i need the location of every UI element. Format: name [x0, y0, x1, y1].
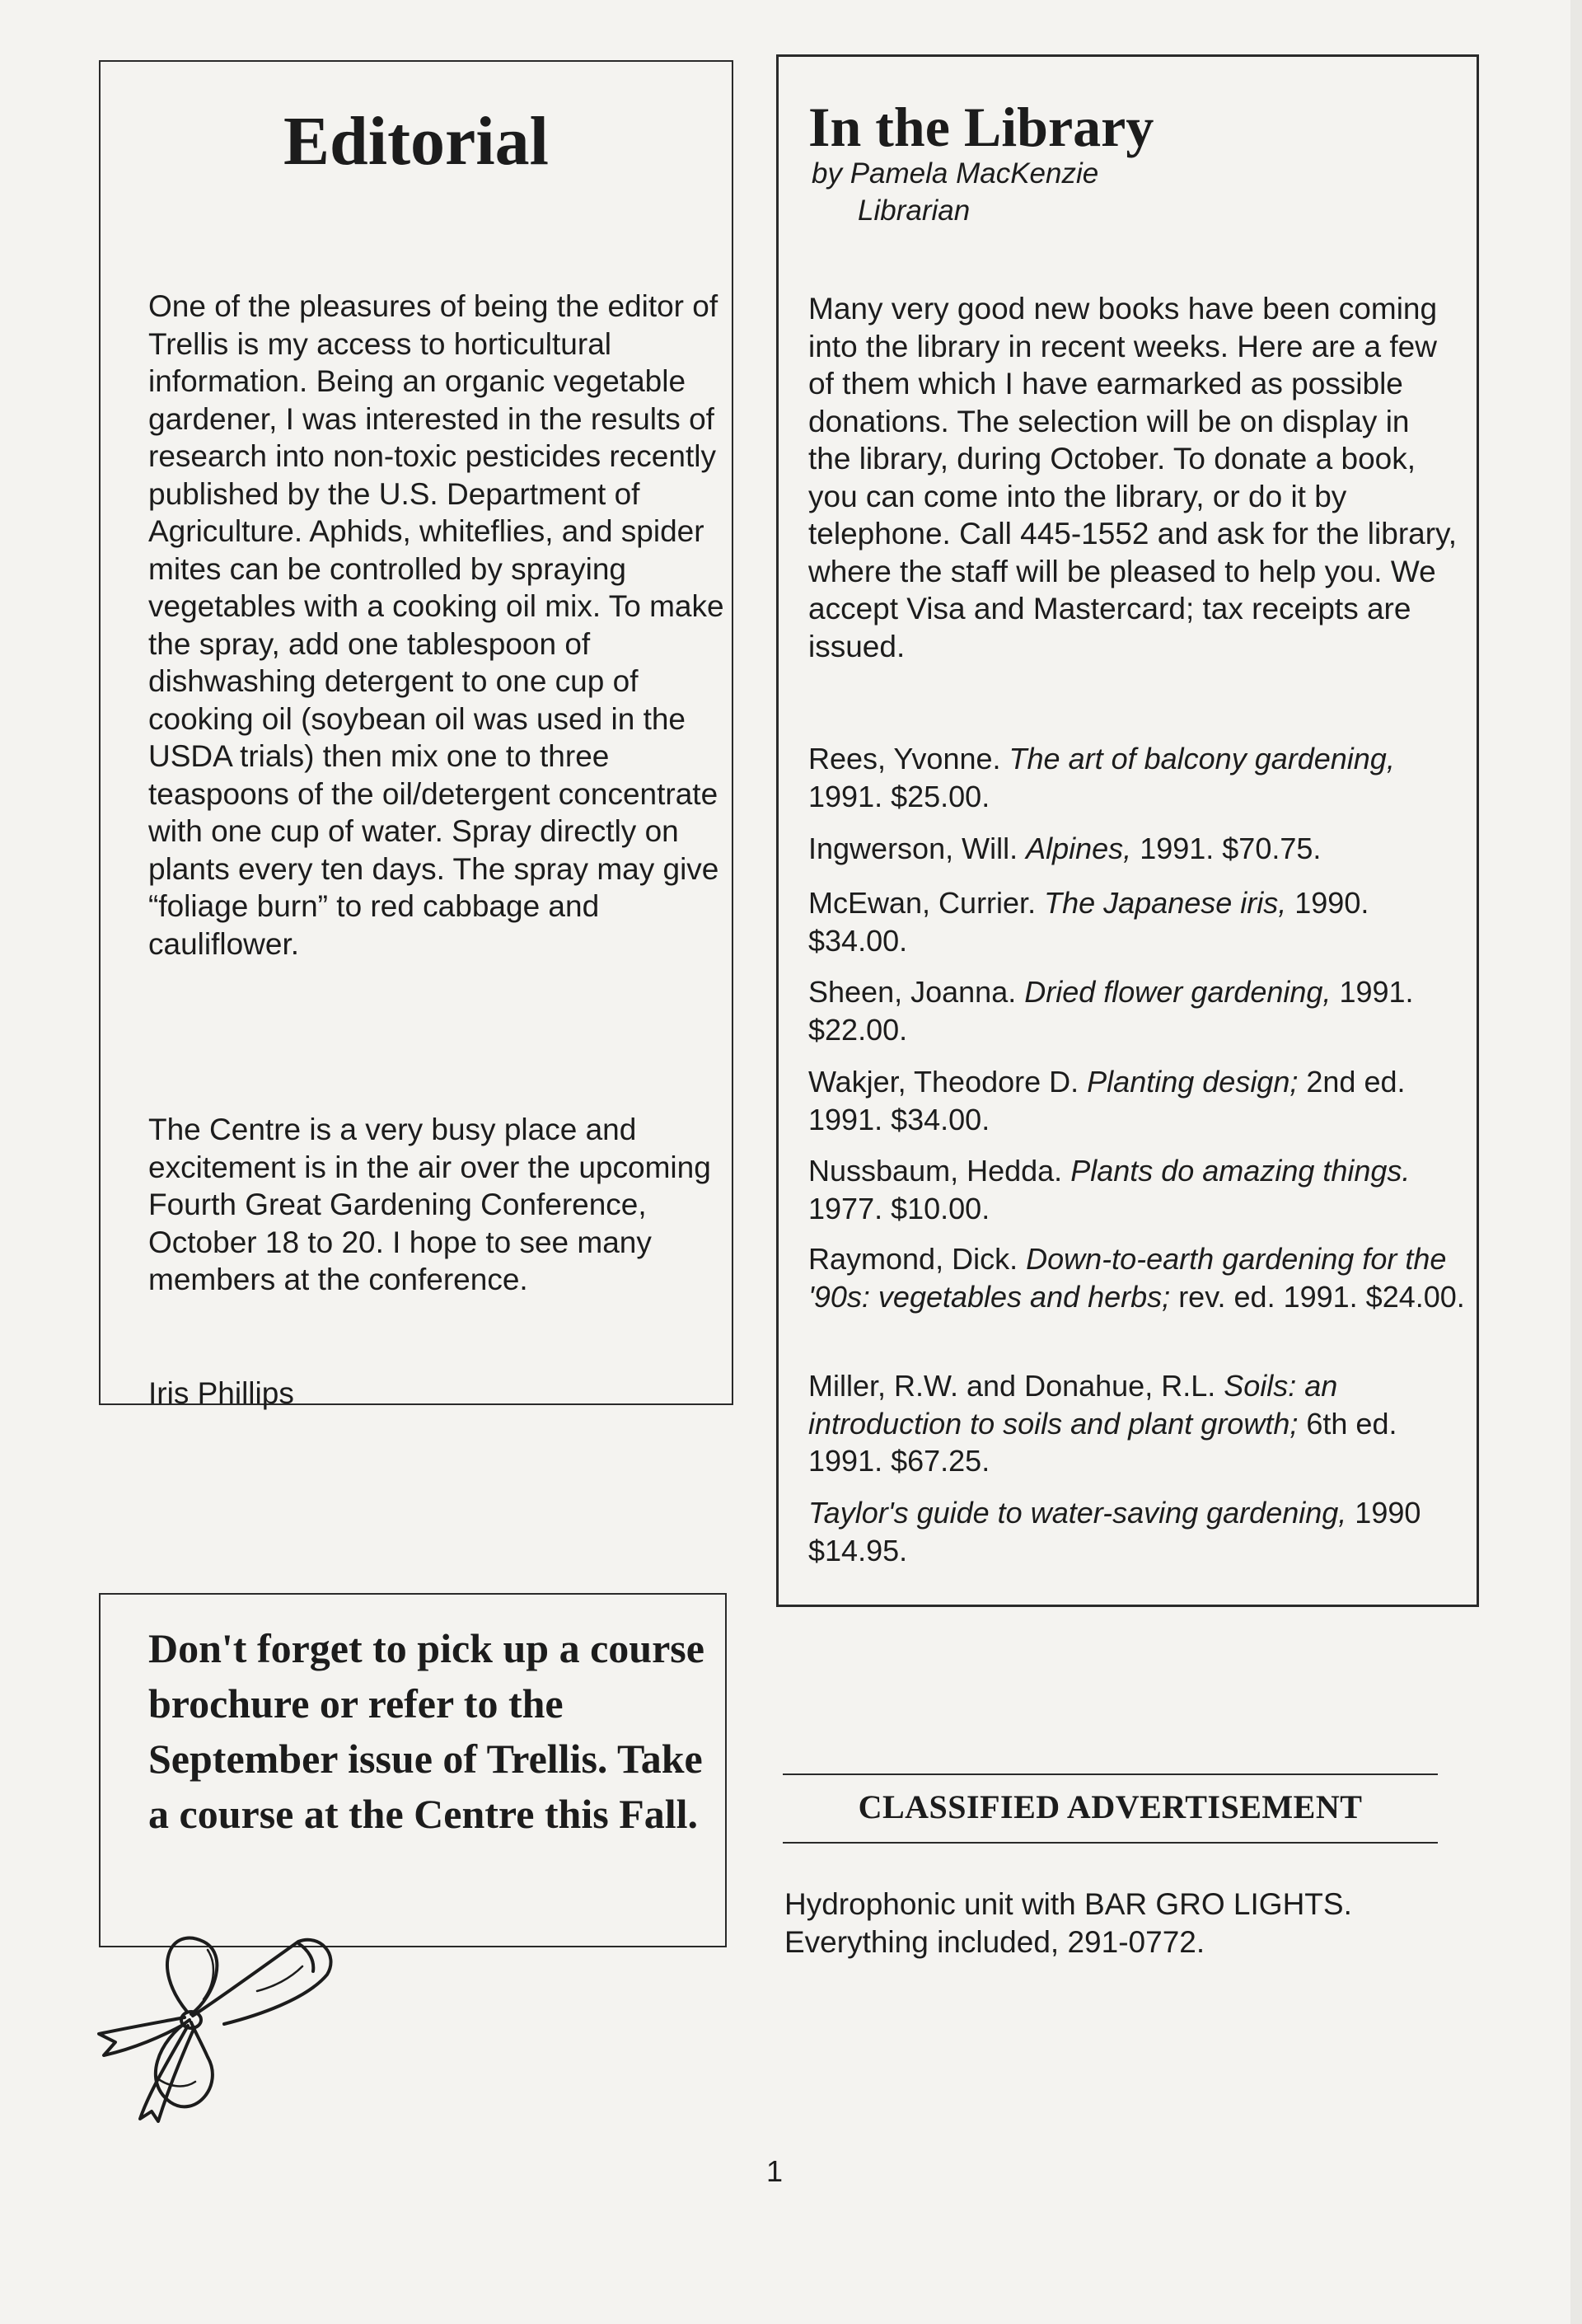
editorial-signature: Iris Phillips	[148, 1376, 294, 1410]
book-entry	[808, 973, 1467, 1048]
classified-title: CLASSIFIED ADVERTISEMENT	[858, 1788, 1363, 1825]
book-entry	[808, 830, 1467, 868]
book-entry	[808, 884, 1467, 959]
book-entry	[808, 1152, 1467, 1227]
book-details: 1991. $25.00.	[808, 779, 990, 813]
book-details: 1990 $14.95.	[808, 1496, 1421, 1567]
book-title: Down-to-earth gardening for the '90s: vegetables and herbs;	[808, 1242, 1447, 1314]
book-details: 1991. $70.75.	[1140, 832, 1322, 865]
book-author: Sheen, Joanna.	[808, 975, 1017, 1009]
book-author: McEwan, Currier.	[808, 886, 1037, 920]
book-author: Nussbaum, Hedda.	[808, 1154, 1063, 1188]
course-notice-text: Don't forget to pick up a course brochure or refer to the September issue of Trellis. Take a course at the Centre this Fall.	[148, 1625, 704, 1837]
classified-top-rule	[783, 1773, 1438, 1775]
book-details: 1991. $22.00.	[808, 975, 1414, 1047]
editorial-title: Editorial	[283, 103, 549, 180]
book-details: 2nd ed. 1991. $34.00.	[808, 1065, 1406, 1136]
page-edge	[1570, 0, 1582, 2324]
book-author: Ingwerson, Will.	[808, 832, 1018, 865]
library-box	[776, 54, 1479, 1607]
classified-text: Hydrophonic unit with BAR GRO LIGHTS. Everything included, 291-0772.	[784, 1887, 1352, 1959]
book-title: Planting design;	[1087, 1065, 1299, 1099]
book-title: Soils: an introduction to soils and plant growth;	[808, 1369, 1338, 1441]
library-title: In the Library	[808, 96, 1154, 158]
book-details: rev. ed. 1991. $24.00.	[1178, 1279, 1465, 1314]
book-author: Miller, R.W. and Donahue, R.L.	[808, 1369, 1216, 1403]
course-notice-box	[99, 1593, 727, 1947]
book-author: Raymond, Dick.	[808, 1242, 1018, 1276]
library-author: by Pamela MacKenzie	[812, 157, 1099, 190]
book-author: Rees, Yvonne.	[808, 742, 1001, 775]
book-entry	[808, 1063, 1467, 1138]
book-title: Alpines,	[1026, 832, 1132, 865]
book-title: The Japanese iris,	[1044, 886, 1287, 920]
editorial-box	[99, 60, 733, 1410]
editorial-paragraph-1: One of the pleasures of being the editor of Trellis is my access to horticultural information. Being an organic vegetable gardener, I was interested in the results of research into non-toxic pesticides recently published by the U.S. Department of Agriculture. Aphids, whiteflies, and spider mites can be controlled by spraying vegetables with a cooking oil mix. To make the spray, add one tablespoon of dishwashing detergent to one cup of cooking oil (soybean oil was used in the USDA trials) then mix one to three teaspoons of the oil/detergent concentrate with one cup of water. Spray directly on plants every ten days. The spray may give “foliage burn” to red cabbage and cauliflower.	[148, 289, 724, 961]
book-entry	[808, 1240, 1467, 1315]
book-entry	[808, 740, 1467, 815]
book-details: 1977. $10.00.	[808, 1191, 990, 1225]
book-title: The art of balcony gardening,	[1009, 742, 1395, 775]
library-author-role: Librarian	[858, 194, 971, 227]
library-intro: Many very good new books have been coming into the library in recent weeks. Here are a few of them which I have earmarked as possible donations. The selection will be on display in the library, during October. To donate a book, you can come into the library, or do it by telephone. Call 445-1552 and ask for the library, where the staff will be pleased to help you. We accept Visa and Mastercard; tax receipts are issued.	[808, 292, 1458, 663]
page-number: 1	[765, 2154, 784, 2188]
book-title: Taylor's guide to water-saving gardening,	[808, 1496, 1347, 1530]
book-title: Dried flower gardening,	[1024, 975, 1332, 1009]
classified-bottom-rule	[783, 1842, 1438, 1844]
book-title: Plants do amazing things.	[1070, 1154, 1411, 1188]
book-details: 1990. $34.00.	[808, 886, 1369, 958]
book-details: 6th ed. 1991. $67.25.	[808, 1406, 1397, 1478]
book-entry	[808, 1367, 1467, 1480]
book-entry	[808, 1494, 1467, 1569]
editorial-paragraph-2: The Centre is a very busy place and excitement is in the air over the upcoming Fourth Great Gardening Conference, October 18 to 20. I hope to see many members at the conference.	[148, 1113, 711, 1296]
ribbon-bow-icon	[92, 1917, 348, 2123]
book-author: Wakjer, Theodore D.	[808, 1065, 1079, 1099]
